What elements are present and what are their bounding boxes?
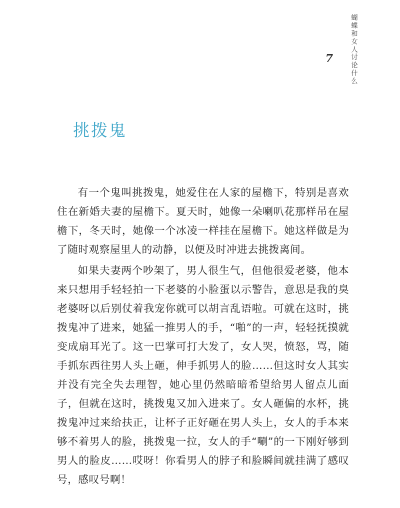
body-text (57, 184, 349, 492)
paragraph-2: 如果夫妻两个吵架了，男人很生气，但他很爱老婆，他本来只想用手轻轻拍一下老婆的小脸蛋以示警告，意思是我的臭老婆呀以后别仗着我宠你就可以胡言乱语啦。可就在这时，挑拨鬼冲了进来，她猛一推男人的手，“啪”的一声，轻轻抚摸就变成扇耳光了。这一巴掌可打大发了，女人哭，愤怒，骂，随手抓东西往男人头上砸，伸手抓男人的脸……但这时女人其实并没有完全失去理智，她心里仍然暗暗希望给男人留点儿面子，但就在这时，挑拨鬼又加入进来了。女人砸偏的水杯，挑拨鬼冲过来给扶正，让杯子正好砸在男人头上，女人的手本来够不着男人的脸，挑拨鬼一拉，女人的手“唰”的一下刚好够到男人的脸皮……哎呀！你看男人的脖子和脸瞬间就挂满了感叹号，感叹号啊！ (57, 265, 349, 486)
paragraph-1: 有一个鬼叫挑拨鬼，她爱住在人家的屋檐下，特别是喜欢住在新婚夫妻的屋檐下。夏天时，她像一朵喇叭花那样吊在屋檐下，冬天时，她像一个冰凌一样挂在屋檐下。她这样做是为了随时观察屋里人的动静，以便及时冲进去挑拨离间。 (57, 187, 349, 256)
page-number: 7 (325, 52, 333, 65)
running-header: 蝴蝶和女人讨论什么 (350, 14, 358, 86)
chapter-title: 挑拨鬼 (73, 121, 127, 140)
